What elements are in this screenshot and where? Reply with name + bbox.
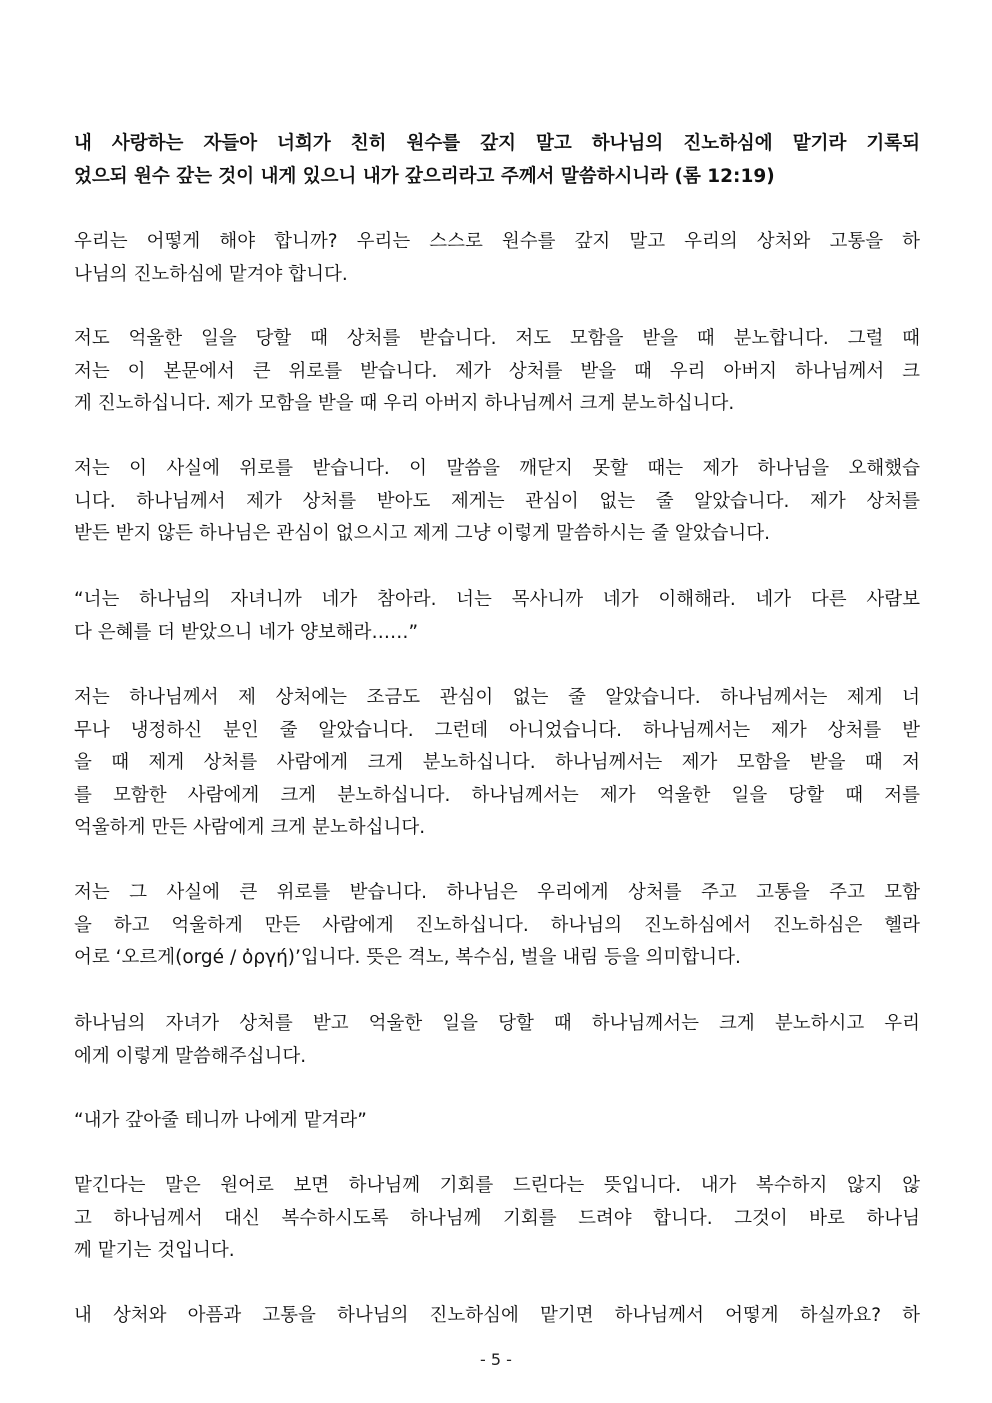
verse-line: 내 사랑하는 자들아 너희가 친히 원수를 갚지 말고 하나님의 진노하심에 맡기라 기록되 <box>74 133 920 154</box>
paragraph-line: 저도 억울한 일을 당할 때 상처를 받습니다. 저도 모함을 받을 때 분노합니다. 그럴 때 <box>74 328 920 349</box>
paragraph-line: 우리는 어떻게 해야 합니까? 우리는 스스로 원수를 갚지 말고 우리의 상처와 고통을 하 <box>74 231 920 252</box>
paragraph-line: 내 상처와 아픔과 고통을 하나님의 진노하심에 맡기면 하나님께서 어떻게 하실까요? 하 <box>74 1305 920 1326</box>
paragraph-line: 어로 ‘오르게(orgé / ὀργή)’입니다. 뜻은 격노, 복수심, 벌을 내림 등을 의미합니다. <box>74 947 741 968</box>
paragraph-line: 저는 하나님께서 제 상처에는 조금도 관심이 없는 줄 알았습니다. 하나님께서는 제게 너 <box>74 687 920 708</box>
paragraph-line: 저는 그 사실에 큰 위로를 받습니다. 하나님은 우리에게 상처를 주고 고통을 주고 모함 <box>74 882 920 903</box>
bible-verse <box>74 128 920 193</box>
paragraph-line: 다 은혜를 더 받았으니 네가 양보해라……” <box>74 621 419 643</box>
paragraph-line: 무나 냉정하신 분인 줄 알았습니다. 그런데 아니었습니다. 하나님께서는 제가 상처를 받 <box>74 719 920 741</box>
paragraph <box>74 877 920 975</box>
paragraph-line: 을 때 제게 상처를 사람에게 크게 분노하십니다. 하나님께서는 제가 모함을 받을 때 저 <box>74 752 920 773</box>
paragraph-line: 을 하고 억울하게 만든 사람에게 진노하십니다. 하나님의 진노하심에서 진노하심은 헬라 <box>74 914 920 936</box>
paragraph <box>74 682 920 845</box>
paragraph <box>74 323 920 421</box>
paragraph-line: 를 모함한 사람에게 크게 분노하십니다. 하나님께서는 제가 억울한 일을 당할 때 저를 <box>74 784 920 806</box>
paragraph-line: 억울하게 만든 사람에게 크게 분노하십니다. <box>74 817 426 838</box>
paragraph-line: 에게 이렇게 말씀해주십니다. <box>74 1045 307 1067</box>
page-number: - 5 - <box>480 1350 512 1369</box>
paragraph <box>74 1008 920 1073</box>
paragraph-line: 받든 받지 않든 하나님은 관심이 없으시고 제게 그냥 이렇게 말씀하시는 줄 알았습니다. <box>74 523 771 544</box>
paragraph-line: 맡긴다는 말은 원어로 보면 하나님께 기회를 드린다는 뜻입니다. 내가 복수하지 않지 않 <box>74 1175 920 1196</box>
paragraph <box>74 1300 920 1333</box>
verse-line: 었으되 원수 갚는 것이 내게 있으니 내가 갚으리라고 주께서 말씀하시니라 (롬 12:19) <box>74 165 775 187</box>
quote-paragraph <box>74 1105 920 1138</box>
paragraph-line: “너는 하나님의 자녀니까 네가 참아라. 너는 목사니까 네가 이해해라. 네가 다른 사람보 <box>74 589 920 610</box>
quote-paragraph <box>74 584 920 649</box>
paragraph-line: 하나님의 자녀가 상처를 받고 억울한 일을 당할 때 하나님께서는 크게 분노하시고 우리 <box>74 1013 920 1034</box>
paragraph-line: 니다. 하나님께서 제가 상처를 받아도 제게는 관심이 없는 줄 알았습니다. 제가 상처를 <box>74 490 920 512</box>
paragraph <box>74 226 920 291</box>
paragraph-line: 저는 이 본문에서 큰 위로를 받습니다. 제가 상처를 받을 때 우리 아버지 하나님께서 크 <box>74 360 920 382</box>
paragraph-line: 게 진노하십니다. 제가 모함을 받을 때 우리 아버지 하나님께서 크게 분노하십니다. <box>74 393 735 414</box>
paragraph-line: 고 하나님께서 대신 복수하시도록 하나님께 기회를 드려야 합니다. 그것이 바로 하나님 <box>74 1207 920 1229</box>
paragraph-line: “내가 갚아줄 테니까 나에게 맡겨라” <box>74 1110 367 1131</box>
paragraph-line: 께 맡기는 것입니다. <box>74 1240 235 1261</box>
paragraph-line: 저는 이 사실에 위로를 받습니다. 이 말씀을 깨닫지 못할 때는 제가 하나님을 오해했습 <box>74 458 920 479</box>
paragraph-line: 나님의 진노하심에 맡겨야 합니다. <box>74 263 348 285</box>
paragraph <box>74 1170 920 1268</box>
paragraph <box>74 453 920 551</box>
